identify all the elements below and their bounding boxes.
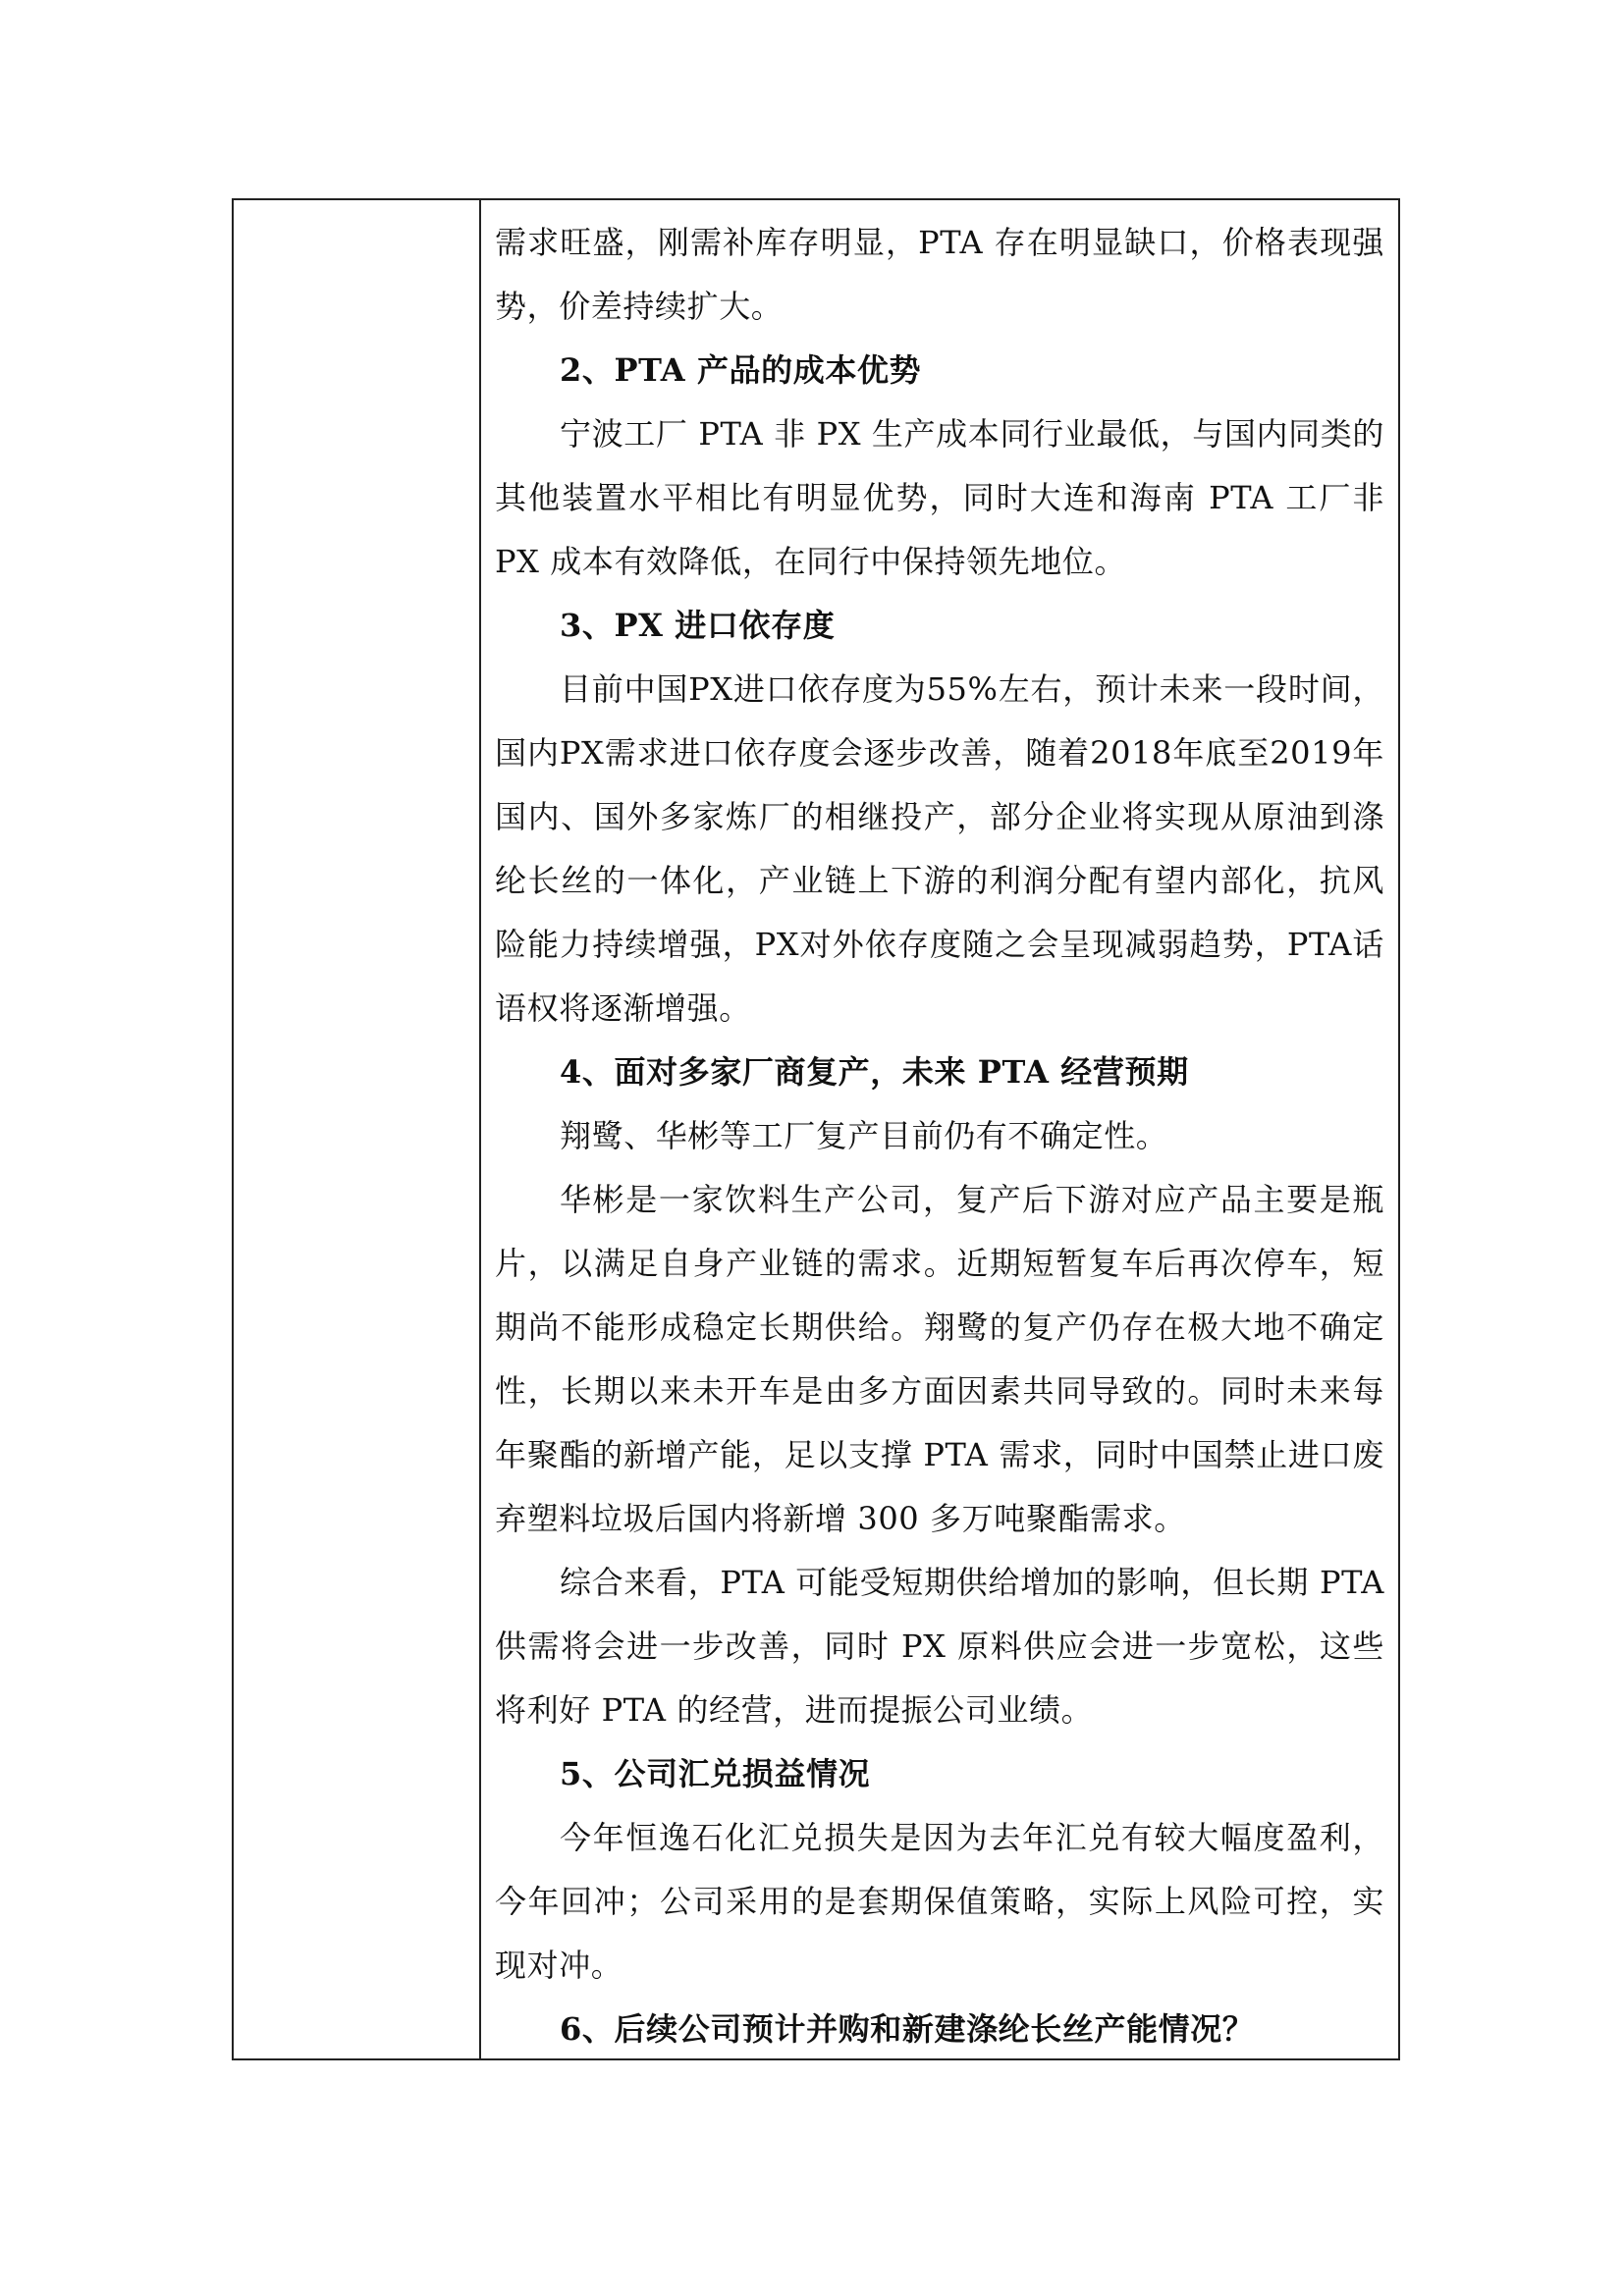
- heading-pta-cost-advantage: 2、PTA 产品的成本优势: [560, 351, 922, 389]
- paragraph-restart-uncertainty: 翔鹭、华彬等工厂复产目前仍有不确定性。: [560, 1117, 1168, 1154]
- paragraph-summary: 综合来看，PTA 可能受短期供给增加的影响，但长期 PTA 供需将会进一步改善，同时 PX 原料供应会进一步宽松，这些将利好 PTA 的经营，进而提振公司业绩。: [495, 1564, 1384, 1729]
- heading-px-import-dependence: 3、PX 进口依存度: [560, 607, 836, 644]
- heading-pta-outlook: 4、面对多家厂商复产，未来 PTA 经营预期: [560, 1053, 1189, 1091]
- heading-fx-gains-losses: 5、公司汇兑损益情况: [560, 1755, 871, 1792]
- paragraph-huabin-xianglu: 华彬是一家饮料生产公司，复产后下游对应产品主要是瓶片，以满足自身产业链的需求。近期短暂复车后再次停车，短期尚不能形成稳定长期供给。翔鹭的复产仍存在极大地不确定性，长期以来未开车是由多方面因素共同导致的。同时未来每年聚酯的新增产能，足以支撑 PTA 需求，同时中国禁止进口废弃塑料垃圾后国内将新增 300 多万吨聚酯需求。: [495, 1181, 1384, 1537]
- content-cell: [481, 200, 1398, 2058]
- label-cell: [234, 200, 481, 2058]
- heading-filament-capacity: 6、后续公司预计并购和新建涤纶长丝产能情况？: [560, 2010, 1255, 2048]
- paragraph-cost-advantage: 宁波工厂 PTA 非 PX 生产成本同行业最低，与国内同类的其他装置水平相比有明显优势，同时大连和海南 PTA 工厂非 PX 成本有效降低，在同行中保持领先地位。: [495, 415, 1384, 580]
- paragraph-demand: 需求旺盛，刚需补库存明显，PTA 存在明显缺口，价格表现强势，价差持续扩大。: [495, 224, 1384, 325]
- record-table: [232, 198, 1400, 2060]
- paragraph-px-import-dependence: 目前中国PX进口依存度为55%左右，预计未来一段时间，国内PX需求进口依存度会逐步改善，随着2018年底至2019年国内、国外多家炼厂的相继投产，部分企业将实现从原油到涤纶长丝的一体化，产业链上下游的利润分配有望内部化，抗风险能力持续增强，PX对外依存度随之会呈现减弱趋势，PTA话语权将逐渐增强。: [495, 670, 1384, 1027]
- paragraph-fx-gains-losses: 今年恒逸石化汇兑损失是因为去年汇兑有较大幅度盈利，今年回冲；公司采用的是套期保值策略，实际上风险可控，实现对冲。: [495, 1819, 1384, 1984]
